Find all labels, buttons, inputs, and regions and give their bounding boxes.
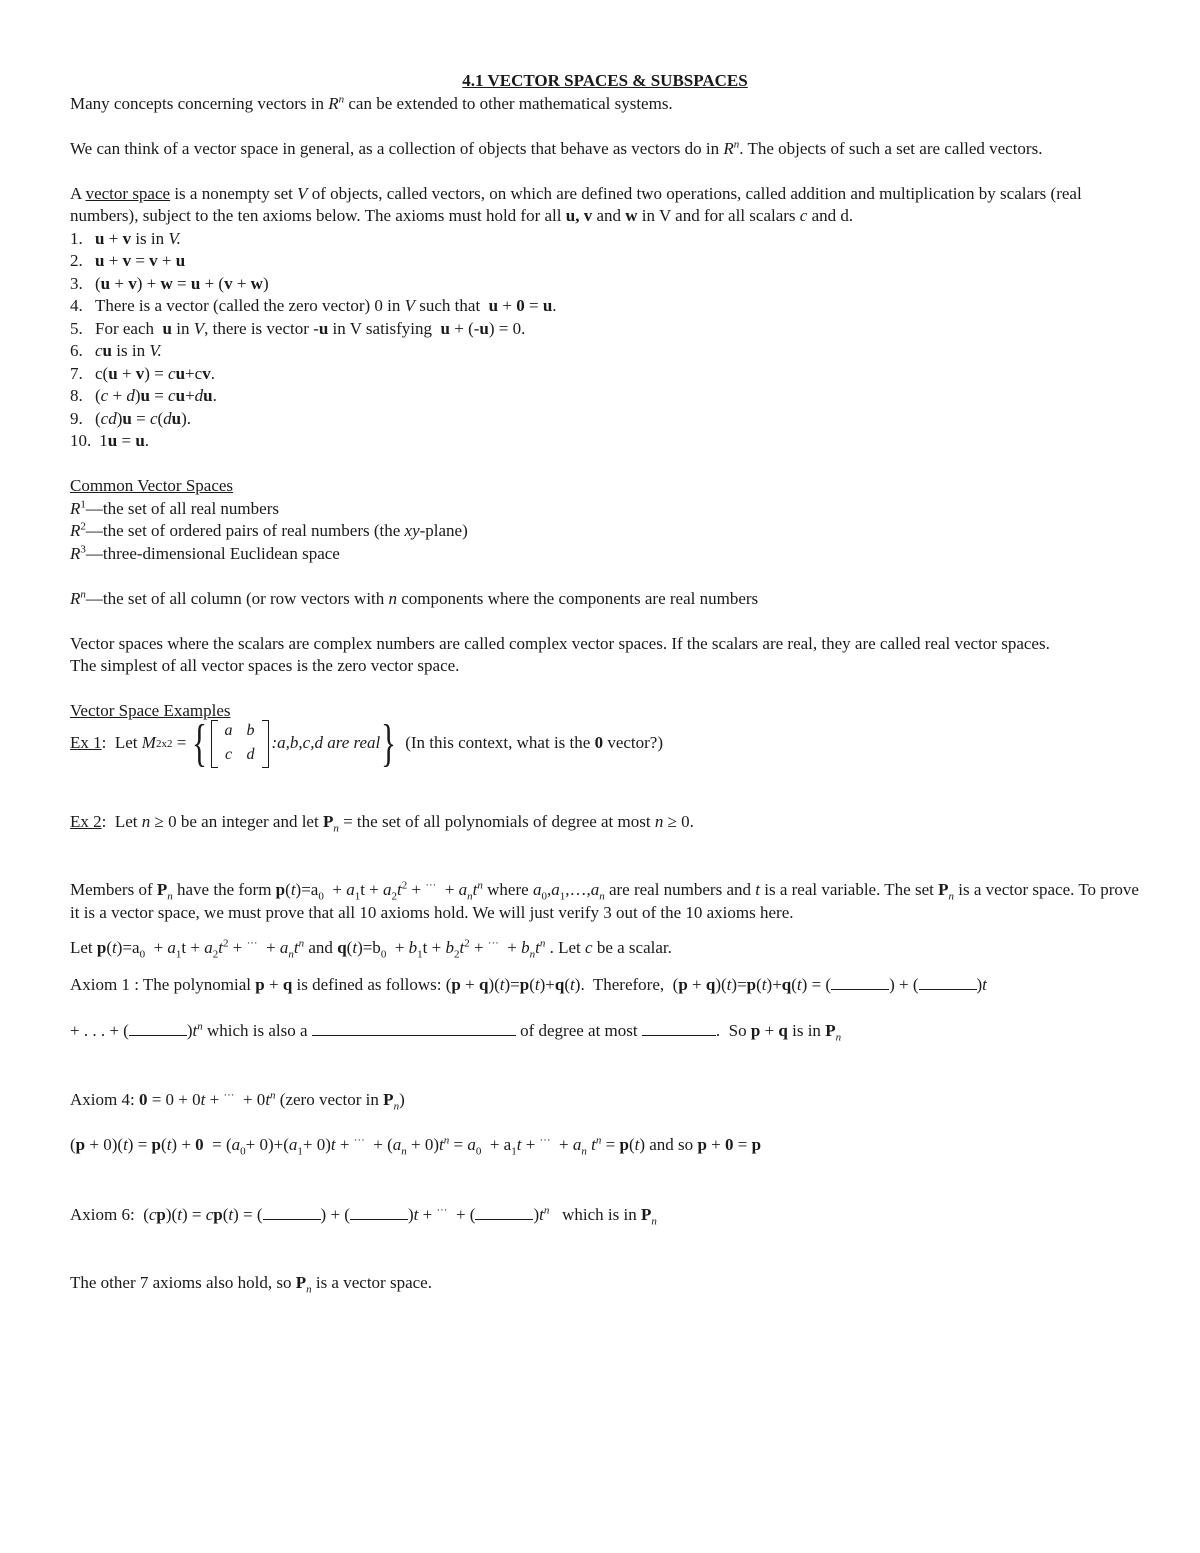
vector-space-definition: A vector space is a nonempty set V of objects, called vectors, on which are defined two operations, called addition and multiplication by scalars (real numbers), subject to the ten axioms below. The axioms must hold for all u, v and w in V and for all scalars c and d.	[70, 183, 1082, 225]
intro-paragraph-1: Many concepts concerning vectors in $R^n$ can be extended to other mathematical systems.	[70, 92, 673, 113]
let-p-q: Let $p(t)=a_0 + a_1t + a_2t^2 + ^{\cdot\cdot\cdot} + a_nt^n$ and $q(t)=b_0 + b_1t + b_2t^2 + ^{\cdot\cdot\cdot} + b_nt^n$ . Let c be a scalar.	[70, 937, 672, 961]
members-paragraph: Members of $P_n$ have the form $p(t)=a_0 + a_1t + a_2t^2 + ^{\cdot\cdot\cdot} + a_nt^n$ where $a_0,a_1,\dots,a_n$ are real numbers and t is a real variable. The set $P_n$ is a vector space. To prove it is a vector space, we must prove that all 10 axioms hold. We will just verify 3 out of the 10 axioms here.	[70, 879, 1139, 922]
example-1: Ex 1 : Let M 2x2 = { a b c d :a,b,c,d are real } (In this context, what is the 0 vector?)	[70, 714, 663, 772]
axioms-list	[70, 228, 1140, 453]
axiom-item: 6. cu is in V.	[70, 341, 162, 360]
answer-blank[interactable]	[475, 1203, 533, 1220]
axiom-1-line-1: Axiom 1 : The polynomial p + q is defined as follows: (p + q)(t)=p(t)+q(t). Therefore, (p + q)(t)=p(t)+q(t) = ( ) + ( )t	[70, 974, 987, 994]
r3-line: $R^3—three$-dimensional Euclidean space	[70, 542, 340, 563]
answer-blank[interactable]	[831, 973, 889, 990]
axiom-item: 8. (c + d)u = cu+du.	[70, 386, 217, 405]
matrix-2x2: a b c d	[211, 720, 269, 768]
answer-blank[interactable]	[642, 1019, 716, 1036]
common-vector-spaces-heading: Common Vector Spaces	[70, 476, 234, 495]
complex-vector-spaces: Vector spaces where the scalars are complex numbers are called complex vector spaces. If the scalars are real, they are called real vector spaces.	[70, 633, 1050, 653]
page-title: 4.1 VECTOR SPACES & SUBSPACES	[462, 71, 748, 90]
r1-line: $R^1—the$ set of all real numbers	[70, 497, 279, 518]
left-brace-icon: {	[191, 714, 207, 772]
example-2: Ex 2: Let n ≥ 0 be an integer and let $P_n$ = the set of all polynomials of degree at most n ≥ 0.	[70, 811, 694, 834]
answer-blank[interactable]	[129, 1019, 187, 1036]
axiom-item: 4. There is a vector (called the zero vector) 0 in V such that u + 0 = u.	[70, 296, 557, 315]
axiom-item: 1. u + v is in V.	[70, 228, 181, 248]
axiom-item: 5. For each u in V, there is vector -u in V satisfying u + (-u) = 0.	[70, 318, 526, 338]
axiom-1-line-2: + . . . + ( )$t^n$ which is also a of degree at most . So p + q is in $P_n$	[70, 1020, 842, 1044]
closing-line: The other 7 axioms also hold, so $P_n$ is a vector space.	[70, 1273, 432, 1296]
answer-blank[interactable]	[350, 1203, 408, 1220]
axiom-4-line-2: $(p + 0)(t) = p(t) + 0 = (a_0+ 0)+(a_1+ 0)t + ^{\cdot\cdot\cdot} + (a_n + 0)t^n = a_0 + a_1t + ^{\cdot\cdot\cdot} + a_n$ $t^n = p(t)$ and so p + 0 = p	[70, 1134, 762, 1158]
axiom-item: 9. (cd)u = c(du).	[70, 408, 192, 428]
answer-blank[interactable]	[263, 1203, 321, 1220]
vector-space-examples-heading: Vector Space Examples	[70, 701, 231, 720]
answer-blank[interactable]	[919, 973, 977, 990]
zero-vector-space: The simplest of all vector spaces is the zero vector space.	[70, 656, 460, 675]
axiom-item: 3. (u + v) + w = u + (v + w)	[70, 273, 269, 293]
axiom-6-line: Axiom 6: (cp)(t) = cp(t) = ( ) + ( )t + ··· + ( )$t^n$ which is in $P_n$	[70, 1203, 657, 1227]
rn-line: $R^n—the$ set of all column (or row vectors with n components where the components are real numbers	[70, 587, 759, 608]
axiom-4-line-1: Axiom 4: $0 = 0 + 0t + ^{\cdot\cdot\cdot} + 0t^n$ (zero vector in $P_n$)	[70, 1088, 405, 1112]
r2-line: $R^2—the$ set of ordered pairs of real numbers (the xy-plane)	[70, 520, 468, 540]
document-page	[70, 70, 1140, 1295]
axiom-item: 10. 1u = u.	[70, 431, 150, 450]
axiom-item: 7. c(u + v) = cu+cv.	[70, 363, 215, 383]
axiom-item: 2. u + v = v + u	[70, 251, 186, 270]
right-brace-icon: }	[381, 714, 397, 772]
answer-blank[interactable]	[312, 1019, 516, 1036]
intro-paragraph-2: We can think of a vector space in general, as a collection of objects that behave as vectors do in $R^n$. The objects of such a set are called vectors.	[70, 137, 1043, 158]
